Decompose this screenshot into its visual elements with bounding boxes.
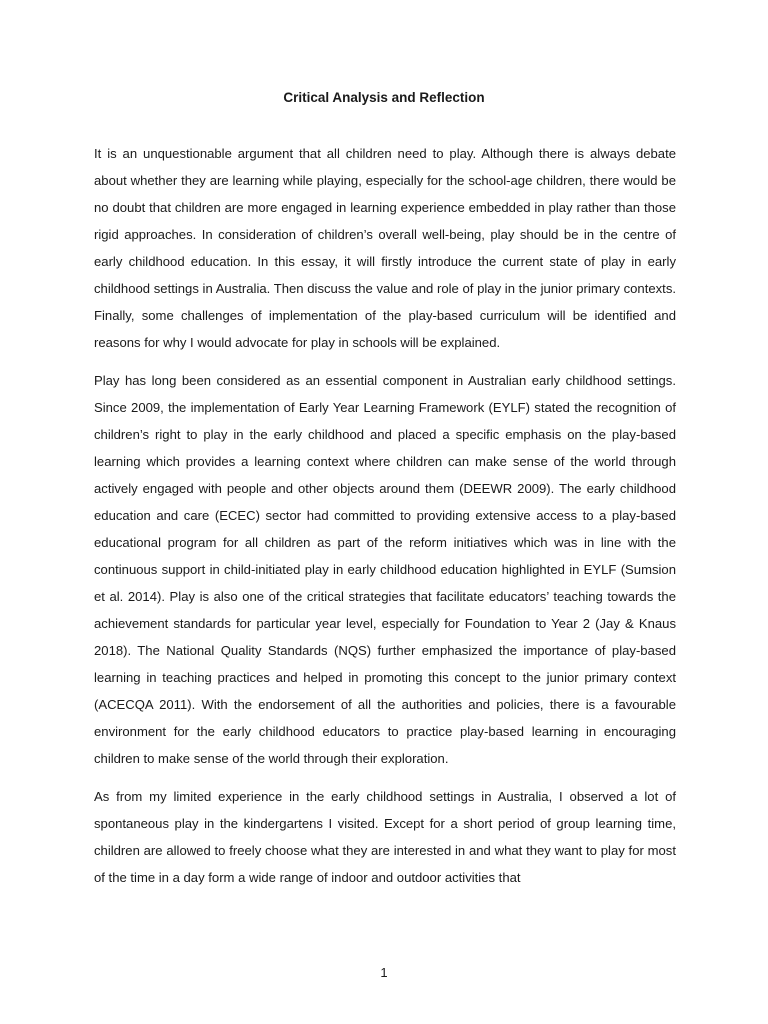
paragraph-play-in-australia: Play has long been considered as an essential component in Australian early childhood settings. Since 2009, the implementation of Early Year Learning Framework (EYLF) stated the recognition of children’s right to play in the early childhood and placed a specific emphasis on the play-based learning which provides a learning context where children can make sense of the world through actively engaged with people and other objects around them (DEEWR 2009). The early childhood education and care (ECEC) sector had committed to providing extensive access to a play-based educational program for all children as part of the reform initiatives which was in line with the continuous support in child-initiated play in early childhood education highlighted in EYLF (Sumsion et al. 2014). Play is also one of the critical strategies that facilitate educators’ teaching towards the achievement standards for particular year level, especially for Foundation to Year 2 (Jay & Knaus 2018). The National Quality Standards (NQS) further emphasized the importance of play-based learning in teaching practices and helped in promoting this concept to the junior primary context (ACECQA 2011). With the endorsement of all the authorities and policies, there is a favourable environment for the early childhood educators to practice play-based learning in encouraging children to make sense of the world through their exploration. <box>94 373 676 766</box>
page-number: 1 <box>380 965 388 980</box>
paragraph-introduction: It is an unquestionable argument that all children need to play. Although there is always debate about whether they are learning while playing, especially for the school-age children, there would be no doubt that children are more engaged in learning experience embedded in play rather than those rigid approaches. In consideration of children’s overall well-being, play should be in the centre of early childhood education. In this essay, it will firstly introduce the current state of play in early childhood settings in Australia. Then discuss the value and role of play in the junior primary contexts. Finally, some challenges of implementation of the play-based curriculum will be identified and reasons for why I would advocate for play in schools will be explained. <box>94 146 676 350</box>
paragraph-personal-experience: As from my limited experience in the early childhood settings in Australia, I observed a lot of spontaneous play in the kindergartens I visited. Except for a short period of group learning time, children are allowed to freely choose what they are interested in and what they want to play for most of the time in a day form a wide range of indoor and outdoor activities that <box>94 789 676 885</box>
document-body <box>94 140 676 902</box>
document-title: Critical Analysis and Reflection <box>283 90 485 105</box>
